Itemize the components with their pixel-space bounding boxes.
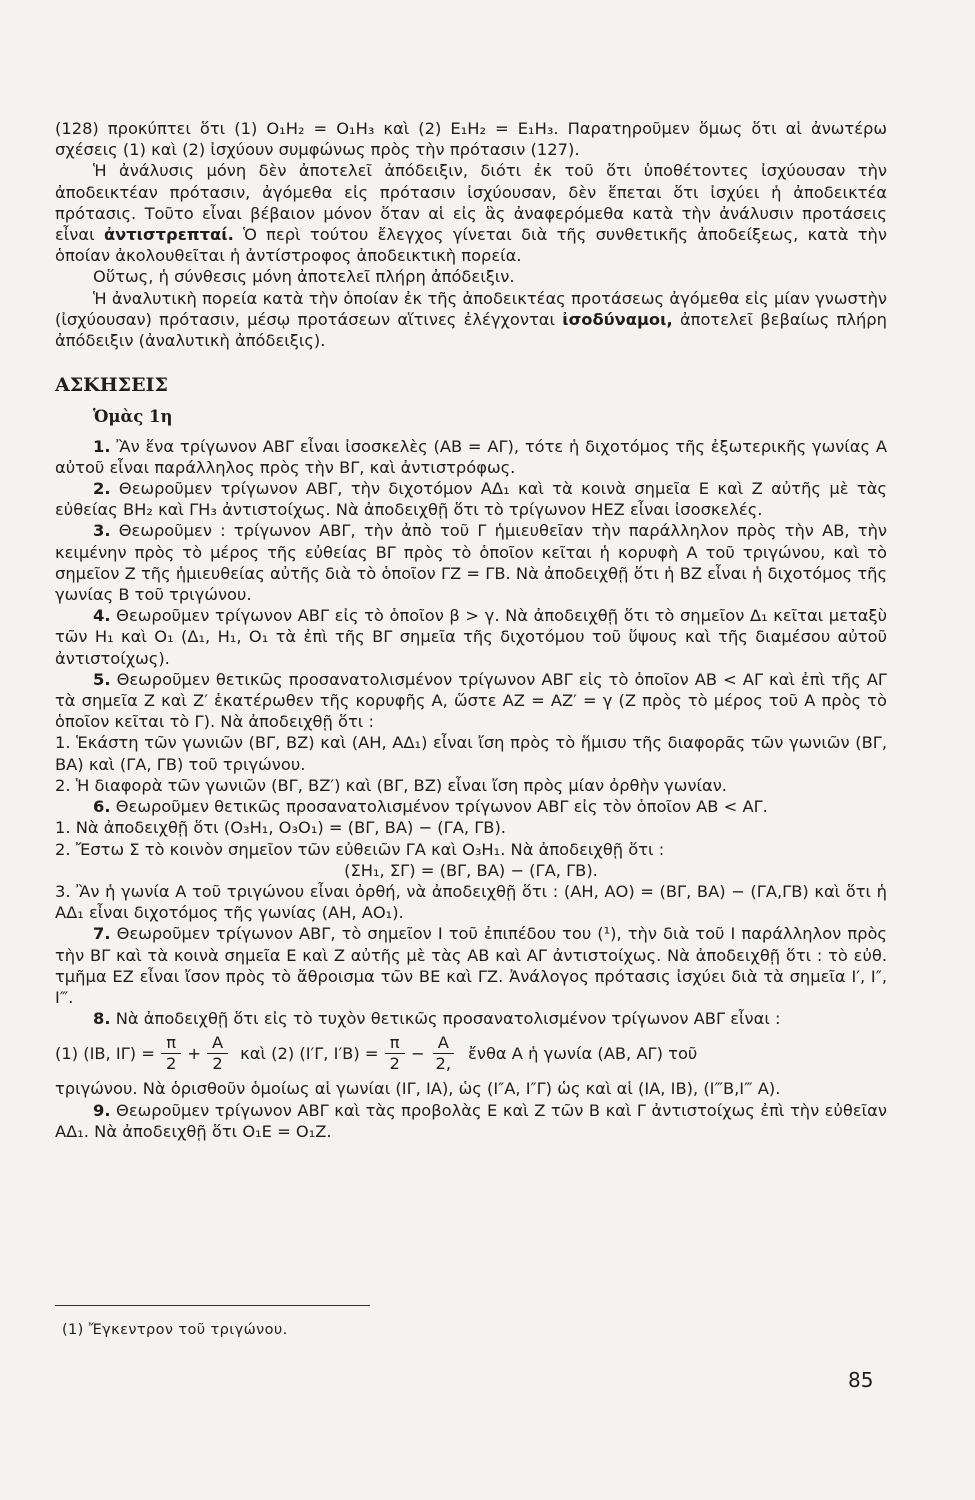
numerator: π (385, 1033, 405, 1054)
footnote-rule (55, 1305, 370, 1306)
exercises-heading: ΑΣΚΗΣΕΙΣ (55, 374, 168, 397)
exercise-text: Θεωροῦμεν τρίγωνον ΑΒΓ εἰς τὸ ὁποῖον β > γ. Νὰ ἀποδειχθῇ ὅτι τὸ σημεῖον Δ₁ κεῖται μεταξὺ τῶν Η₁ καὶ Ο₁ (Δ₁, Η₁, Ο₁ τὰ ἐπὶ τῆς ΒΓ σημεῖα τῆς διχοτόμου τοῦ ὕψους καὶ τῆς διαμέσου αὐτοῦ ἀντιστοίχως). (55, 606, 887, 668)
numerator: Α (207, 1033, 228, 1054)
exercise-6-part-3: 3. Ἂν ἡ γωνία Α τοῦ τριγώνου εἶναι ὀρθή, νὰ ἀποδειχθῇ ὅτι : (ΑΗ, ΑΟ) = (ΒΓ, ΒΑ) − (ΓΑ,ΓΒ) καὶ ὅτι ἡ ΑΔ₁ εἶναι διχοτόμος τῆς γωνίας (ΑΗ, ΑΟ₁). (55, 881, 887, 923)
exercise-number: 7. (93, 924, 111, 944)
exercise-8-formula (55, 1033, 887, 1074)
formula-text: (1) (ΙΒ, ΙΓ) = (55, 1044, 155, 1064)
footnote: (1) Ἔγκεντρον τοῦ τριγώνου. (62, 1322, 288, 1338)
denominator: 2 (165, 1054, 177, 1074)
exercise-3 (55, 520, 887, 605)
exercise-text: Θεωροῦμεν : τρίγωνον ΑΒΓ, τὴν ἀπὸ τοῦ Γ ἡμιευθεῖαν τὴν παράλληλον πρὸς τὴν ΑΒ, τὴν κειμένην πρὸς τὸ μέρος τῆς εὐθείας ΒΓ πρὸς τὸ ὁποῖον κεῖται ἡ κορυφὴ Α τοῦ τριγώνου, καὶ τὸ σημεῖον Ζ τῆς ἡμιευθείας αὐτῆς διὰ τὸ ὁποῖον ΓΖ = ΓΒ. Νὰ ἀποδειχθῇ ὅτι ἡ ΒΖ εἶναι ἡ διχοτόμος τῆς γωνίας Β τοῦ τριγώνου. (55, 521, 887, 605)
exercise-5-part-2: 2. Ἡ διαφορὰ τῶν γωνιῶν (ΒΓ, ΒΖ′) καὶ (ΒΓ, ΒΖ) εἶναι ἴση πρὸς μίαν ὀρθὴν γωνίαν. (55, 775, 727, 795)
exercise-number: 6. (93, 797, 111, 817)
exercise-number: 9. (93, 1100, 111, 1120)
exercise-6 (55, 796, 887, 817)
paragraph-1: (128) προκύπτει ὅτι (1) O₁H₂ = O₁H₃ καὶ (2) E₁H₂ = E₁H₃. Παρατηροῦμεν ὅμως ὅτι αἱ ἀνωτέρω σχέσεις (1) καὶ (2) ἰσχύουν συμφώνως πρὸς τὴν πρότασιν (127). (55, 119, 887, 160)
exercise-number: 3. (93, 521, 111, 541)
exercise-text: Θεωροῦμεν θετικῶς προσανατολισμένον τρίγωνον ΑΒΓ εἰς τὸν ὁποῖον ΑΒ < ΑΓ. (115, 797, 768, 817)
text-run: ἀποτελεῖ βεβαίως πλήρη ἀπόδειξιν (ἀναλυτικὴ ἀπόδειξις). (55, 309, 887, 351)
exercise-6-part-1: 1. Νὰ ἀποδειχθῇ ὅτι (Ο₃Η₁, Ο₃Ο₁) = (ΒΓ, ΒΑ) − (ΓΑ, ΓΒ). (55, 818, 506, 838)
exercise-8-tail: τριγώνου. Νὰ ὁρισθοῦν ὁμοίως αἱ γωνίαι (ΙΓ, ΙΑ), ὡς (Ι″Α, Ι″Γ) ὡς καὶ αἱ (ΙΑ, ΙΒ), (Ι‴Β,Ι‴ Α). (55, 1079, 781, 1099)
exercise-number: 2. (93, 479, 111, 499)
formula-text: καὶ (2) (Ι′Γ, Ι′Β) = (240, 1044, 379, 1064)
exercise-2 (55, 478, 887, 520)
page-content (55, 118, 887, 1142)
numerator: π (161, 1033, 181, 1054)
exercise-8 (55, 1008, 887, 1029)
text-run: Ὁ περὶ τούτου ἔλεγχος γίνεται διὰ τῆς συνθετικῆς ἀποδείξεως, κατὰ τὴν ὁποίαν ἀκολουθεῖται ἡ ἀντίστροφος ἀποδεικτικὴ πορεία. (55, 225, 887, 266)
exercise-number: 1. (93, 436, 111, 456)
exercise-number: 4. (93, 606, 111, 626)
exercise-6-equation: (ΣΗ₁, ΣΓ) = (ΒΓ, ΒΑ) − (ΓΑ, ΓΒ). (344, 860, 598, 880)
exercise-7 (55, 923, 887, 1008)
plus-sign: + (187, 1044, 201, 1064)
formula-text: ἔνθα Α ἡ γωνία (ΑΒ, ΑΓ) τοῦ (468, 1044, 698, 1064)
bold-term: ἰσοδύναμοι, (562, 309, 673, 329)
denominator: 2 (212, 1054, 223, 1074)
exercise-5-part-1: 1. Ἑκάστη τῶν γωνιῶν (ΒΓ, ΒΖ) καὶ (ΑΗ, ΑΔ₁) εἶναι ἴση πρὸς τὸ ἥμισυ τῆς διαφορᾶς τῶν γωνιῶν (ΒΓ, ΒΑ) καὶ (ΓΑ, ΓΒ) τοῦ τριγώνου. (55, 733, 887, 774)
exercise-9 (55, 1100, 887, 1142)
fraction-pi-over-2 (161, 1033, 181, 1074)
minus-sign: − (410, 1044, 425, 1064)
fraction-a-over-2 (207, 1033, 228, 1074)
fraction-a-over-2 (431, 1033, 457, 1074)
denominator: 2 (389, 1054, 400, 1074)
exercise-text: Ἂν ἕνα τρίγωνον ΑΒΓ εἶναι ἰσοσκελὲς (ΑΒ = ΑΓ), τότε ἡ διχοτόμος τῆς ἐξωτερικῆς γωνίας Α αὐτοῦ εἶναι παράλληλος πρὸς τὴν ΒΓ, καὶ ἀντιστρόφως. (55, 436, 887, 477)
exercise-text: Θεωροῦμεν τρίγωνον ΑΒΓ, τὴν διχοτόμον ΑΔ₁ καὶ τὰ κοινὰ σημεῖα Ε καὶ Ζ αὐτῆς μὲ τὰς εὐθείας ΒΗ₂ καὶ ΓΗ₃ ἀντιστοίχως. Νὰ ἀποδειχθῇ ὅτι τὸ τρίγωνον ΗΕΖ εἶναι ἰσοσκελές. (55, 479, 887, 520)
exercise-1 (55, 436, 887, 478)
text-run: Ἡ ἀναλυτικὴ πορεία κατὰ τὴν ὁποίαν ἐκ τῆς ἀποδεικτέας προτάσεως ἀγόμεθα εἰς μίαν γνωστὴν (ἰσχύουσαν) πρότασιν, μέσῳ προτάσεων αἵτινες ἐλέγχονται (55, 288, 887, 329)
paragraph-analytic (55, 288, 887, 352)
text-run: Ἡ ἀνάλυσις μόνη δὲν ἀποτελεῖ ἀπόδειξιν, διότι ἐκ τοῦ ὅτι ὑποθέτοντες ἰσχύουσαν τὴν ἀποδεικτέαν πρότασιν, ἀγόμεθα εἰς πρότασιν ἰσχύουσαν, δὲν ἕπεται ὅτι ἰσχύει ἡ ἀποδεικτέα πρότασις. Τοῦτο εἶναι βέβαιον μόνον ὅταν αἱ εἰς ἃς ἀναφερόμεθα κατὰ τὴν ἀνάλυσιν προτάσεις εἶναι (55, 161, 887, 245)
exercise-number: 8. (93, 1009, 111, 1029)
group-heading: Ὁμὰς 1η (93, 407, 173, 427)
exercise-4 (55, 605, 887, 669)
exercise-text: Νὰ ἀποδειχθῇ ὅτι εἰς τὸ τυχὸν θετικῶς προσανατολισμένον τρίγωνον ΑΒΓ εἶναι : (115, 1009, 781, 1029)
denominator: 2, (435, 1054, 452, 1074)
paragraph-synthesis: Οὕτως, ἡ σύνθεσις μόνη ἀποτελεῖ πλήρη ἀπόδειξιν. (93, 267, 515, 287)
exercise-text: Θεωροῦμεν θετικῶς προσανατολισμένον τρίγωνον ΑΒΓ εἰς τὸ ὁποῖον ΑΒ < ΑΓ καὶ ἐπὶ τῆς ΑΓ τὰ σημεῖα Ζ καὶ Ζ′ ἑκατέρωθεν τῆς κορυφῆς Α, ὥστε ΑΖ = ΑΖ′ = γ (Ζ πρὸς τὸ μέρος τοῦ Α πρὸς τὸ ὁποῖον κεῖται τὸ Γ). Νὰ ἀποδειχθῇ ὅτι : (55, 669, 887, 732)
exercise-number: 5. (93, 669, 111, 689)
bold-term: ἀντιστρεπταί. (103, 225, 234, 245)
page-number: 85 (848, 1368, 874, 1392)
numerator: Α (433, 1033, 454, 1054)
exercise-5 (55, 669, 887, 733)
exercise-text: Θεωροῦμεν τρίγωνον ΑΒΓ, τὸ σημεῖον Ι τοῦ ἐπιπέδου του (¹), τὴν διὰ τοῦ Ι παράλληλον πρὸς τὴν ΒΓ καὶ τὰ κοινὰ σημεῖα Ε καὶ Ζ αὐτῆς μὲ τὰς ΑΒ καὶ ΑΓ ἀντιστοίχως. Νὰ ἀποδειχθῇ ὅτι : τὸ εὐθ. τμῆμα ΕΖ εἶναι ἴσον πρὸς τὸ ἄθροισμα τῶν ΒΕ καὶ ΓΖ. Ἀνάλογος πρότασις ἰσχύει διὰ τὰ σημεῖα Ι′, Ι″, Ι‴. (55, 924, 887, 1007)
exercise-6-part-2: 2. Ἔστω Σ τὸ κοινὸν σημεῖον τῶν εὐθειῶν ΓΑ καὶ Ο₃Η₁. Νὰ ἀποδειχθῇ ὅτι : (55, 839, 665, 859)
fraction-pi-over-2 (384, 1033, 404, 1074)
paragraph-analysis (55, 160, 887, 266)
exercise-text: Θεωροῦμεν τρίγωνον ΑΒΓ καὶ τὰς προβολὰς Ε καὶ Ζ τῶν Β καὶ Γ ἀντιστοίχως ἐπὶ τὴν εὐθεῖαν ΑΔ₁. Νὰ ἀποδειχθῇ ὅτι Ο₁Ε = Ο₁Ζ. (55, 1100, 887, 1141)
